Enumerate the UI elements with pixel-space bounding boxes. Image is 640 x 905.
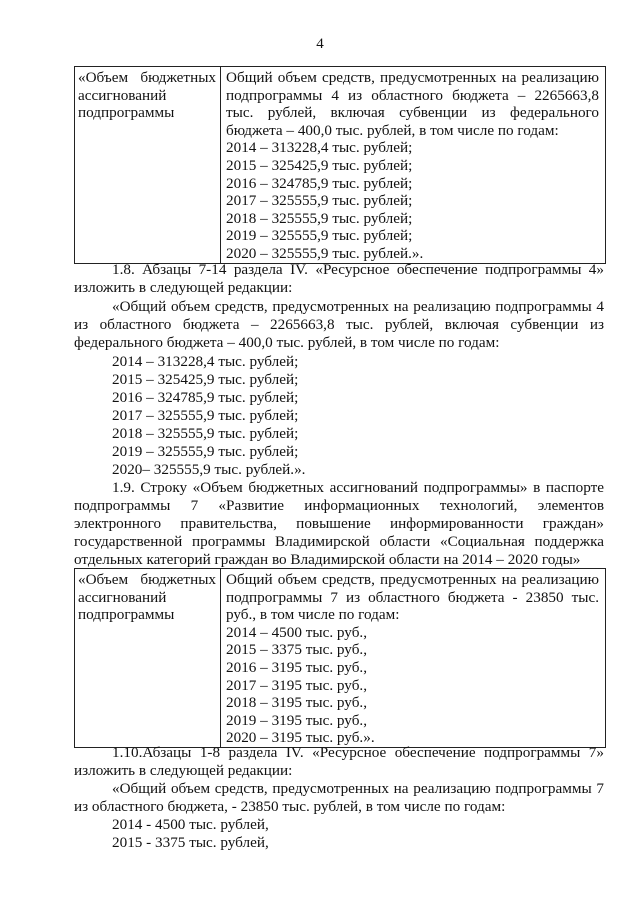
table-year-line: 2017 – 3195 тыс. руб., (226, 676, 368, 694)
year-line: 2015 - 3375 тыс. рублей, (112, 834, 269, 851)
table-value-line: подпрограммы 4 из областного бюджета – 2265663,8 (226, 86, 599, 104)
table-label-line: подпрограммы (78, 104, 175, 122)
table-year-line: 2015 – 325425,9 тыс. рублей; (226, 156, 413, 174)
table-year-line: 2014 – 4500 тыс. руб., (226, 623, 368, 641)
paragraph-line: отдельных категорий граждан во Владимирской области на 2014 – 2020 годы» (74, 551, 581, 568)
table-year-line: 2020 – 325555,9 тыс. рублей.». (226, 244, 424, 262)
year-line: 2017 – 325555,9 тыс. рублей; (112, 407, 299, 424)
paragraph-line: изложить в следующей редакции: (74, 762, 293, 779)
year-line: 2018 – 325555,9 тыс. рублей; (112, 425, 299, 442)
table-value-line: руб., в том числе по годам: (226, 606, 400, 624)
table-year-line: 2019 – 325555,9 тыс. рублей; (226, 227, 413, 245)
table-label-cell (75, 67, 221, 263)
paragraph-line: «Общий объем средств, предусмотренных на реализацию подпрограммы 7 (112, 780, 604, 797)
year-line: 2020– 325555,9 тыс. рублей.». (112, 461, 306, 478)
budget-table-subprogram-4 (74, 66, 606, 264)
paragraph-line: изложить в следующей редакции: (74, 279, 293, 296)
table-year-line: 2019 – 3195 тыс. руб., (226, 711, 368, 729)
table-label-line: ассигнований (78, 588, 167, 606)
table-value-line: подпрограммы 7 из областного бюджета - 23850 тыс. (226, 588, 599, 606)
table-label-line: «Объем бюджетных (78, 571, 216, 588)
paragraph-line: из областного бюджета, - 23850 тыс. рублей, в том числе по годам: (74, 798, 506, 815)
year-line: 2019 – 325555,9 тыс. рублей; (112, 443, 299, 460)
paragraph-line: «Общий объем средств, предусмотренных на реализацию подпрограммы 4 (112, 298, 604, 315)
table-year-line: 2020 – 3195 тыс. руб.». (226, 729, 375, 747)
table-value-cell (221, 67, 605, 263)
table-year-line: 2015 – 3375 тыс. руб., (226, 641, 368, 659)
paragraph-line: из областного бюджета – 2265663,8 тыс. рублей, включая субвенции из (74, 316, 604, 333)
table-value-line: Общий объем средств, предусмотренных на реализацию (226, 571, 599, 588)
table-year-line: 2018 – 325555,9 тыс. рублей; (226, 209, 413, 227)
paragraph-line: электронного правительства, повышение информированности граждан» (74, 515, 604, 532)
table-value-cell (221, 569, 605, 747)
table-label-line: «Объем бюджетных (78, 69, 216, 86)
table-value-line: Общий объем средств, предусмотренных на реализацию (226, 69, 599, 86)
table-year-line: 2016 – 324785,9 тыс. рублей; (226, 174, 413, 192)
paragraph-line: подпрограммы 7 «Развитие информационных технологий, элементов (74, 497, 604, 514)
table-year-line: 2017 – 325555,9 тыс. рублей; (226, 192, 413, 210)
table-label-line: подпрограммы (78, 606, 175, 624)
table-label-cell (75, 569, 221, 747)
table-label-line: ассигнований (78, 86, 167, 104)
paragraph-1-10-heading: 1.10.Абзацы 1-8 раздела IV. «Ресурсное обеспечение подпрограммы 7» (112, 744, 604, 761)
year-line: 2015 – 325425,9 тыс. рублей; (112, 371, 299, 388)
year-line: 2014 - 4500 тыс. рублей, (112, 816, 269, 833)
year-line: 2016 – 324785,9 тыс. рублей; (112, 389, 299, 406)
paragraph-1-9-heading: 1.9. Строку «Объем бюджетных ассигнований подпрограммы» в паспорте (112, 479, 604, 496)
paragraph-line: федерального бюджета – 400,0 тыс. рублей, в том числе по годам: (74, 334, 500, 351)
budget-table-subprogram-7 (74, 568, 606, 748)
page-number: 4 (316, 36, 324, 52)
paragraph-line: государственной программы Владимирской области «Социальная поддержка (74, 533, 604, 550)
table-year-line: 2014 – 313228,4 тыс. рублей; (226, 139, 413, 157)
table-value-line: бюджета – 400,0 тыс. рублей, в том числе по годам: (226, 121, 559, 139)
year-line: 2014 – 313228,4 тыс. рублей; (112, 353, 299, 370)
table-year-line: 2016 – 3195 тыс. руб., (226, 658, 368, 676)
table-value-line: тыс. рублей, включая субвенции из федерального (226, 104, 599, 122)
paragraph-1-8-heading: 1.8. Абзацы 7-14 раздела IV. «Ресурсное обеспечение подпрограммы 4» (112, 261, 604, 278)
table-year-line: 2018 – 3195 тыс. руб., (226, 694, 368, 712)
